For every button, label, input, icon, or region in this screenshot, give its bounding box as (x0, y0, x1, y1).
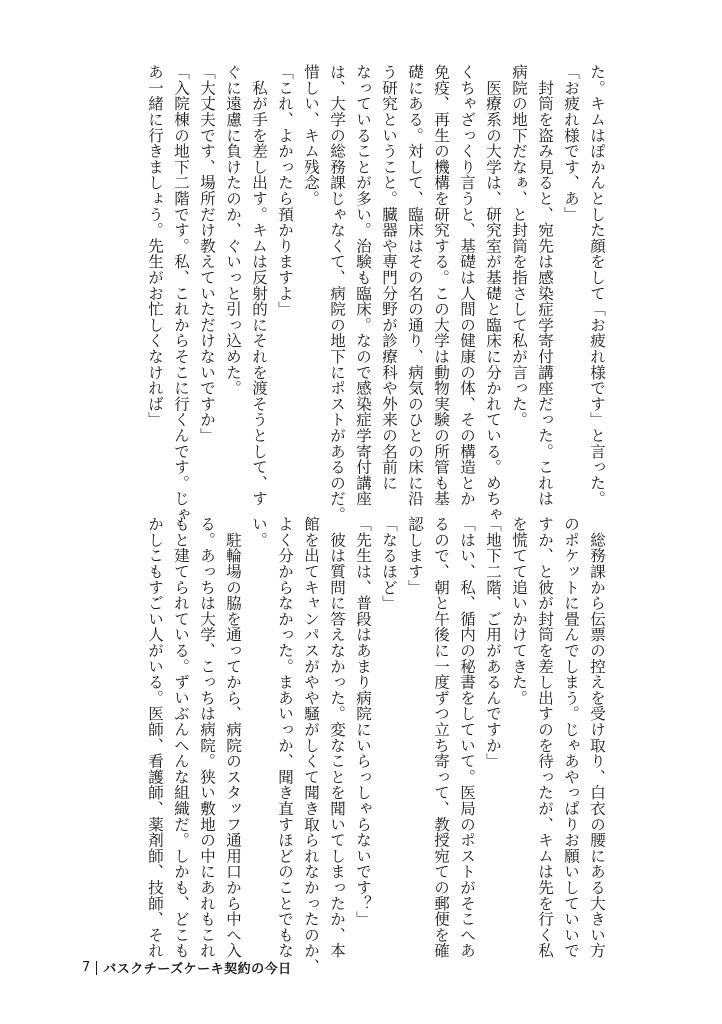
lower-line: 「なるほど」 (380, 516, 398, 611)
upper-line: う研究ということ。臓器や専門分野が診療科や外来の名前に (380, 64, 398, 491)
upper-line: 惜しい、キム残念。 (302, 64, 320, 207)
lower-line: を慌てて追いかけてきた。 (510, 516, 528, 706)
upper-line: なっていることが多い。治験も臨床。なので感染症学寄付講座 (354, 64, 372, 507)
upper-line: あ一緒に行きましょう。先生がお忙しくなければ」 (146, 64, 164, 428)
upper-line: 封筒を盗み見ると、宛先は感染症学寄付講座だった。これは (536, 64, 554, 507)
lower-line: 駐輪場の脇を通ってから、病院のスタッフ通用口から中へ入 (224, 516, 242, 959)
page-footer (82, 958, 292, 977)
upper-line: 「大丈夫です、場所だけ教えていただけないですか」 (198, 64, 216, 444)
upper-line: は、大学の総務課じゃなくて、病院の地下にポストがあるのだ。 (328, 64, 346, 523)
book-title: バスクチーズケーキ契約の今日 (103, 962, 292, 977)
lower-line: 館を出てキャンパスがやや騒がしくて聞き取られなかったのか、 (302, 516, 320, 975)
lower-line: 「地下二階、ご用があるんですか」 (484, 516, 502, 769)
upper-line: 私が手を差し出す。キムは反射的にそれを渡そうとして、す (250, 64, 268, 507)
upper-line: 礎にある。対して、臨床はその名の通り、病気のひとの床に沿 (406, 64, 424, 507)
upper-line: た。キムはぽかんとした顔をして「お疲れ様です」と言った。 (588, 64, 606, 507)
upper-line: 病院の地下だなぁ、と封筒を指さして私が言った。 (510, 64, 528, 428)
lower-line: 認します」 (406, 516, 424, 595)
lower-line: るので、朝と午後に一度ずつ立ち寄って、教授宛ての郵便を確 (432, 516, 450, 959)
upper-line: 「入院棟の地下二階です。私、これからそこに行くんです。じゃ (172, 64, 190, 523)
lower-line: 総務課から伝票の控えを受け取り、白衣の腰にある大きい方 (588, 516, 606, 959)
upper-line: 「お疲れ様です、あ」 (562, 64, 580, 222)
lower-line: 彼は質問に答えなかった。変なことを聞いてしまったか、本 (328, 516, 346, 959)
footer-divider (96, 961, 97, 975)
lower-line: る。あっちは大学、こっちは病院。狭い敷地の中にあれもこれ (198, 516, 216, 959)
page-number: 7 (82, 960, 91, 975)
upper-text-block (105, 64, 610, 523)
lower-line: 「先生は、普段はあまり病院にいらっしゃらないです？」 (354, 516, 372, 927)
lower-line: い。 (250, 516, 268, 548)
lower-line: もと建てられている。ずいぶんへんな組織だ。しかも、どこも (172, 516, 190, 959)
upper-line: くちゃざっくり言うと、基礎は人間の健康の体、その構造とか (458, 64, 476, 507)
upper-line: 「これ、よかったら預かりますよ」 (276, 64, 294, 317)
upper-line: 医療系の大学は、研究室が基礎と臨床に分かれている。めちゃ (484, 64, 502, 523)
lower-line: かしこもすごい人がいる。医師、看護師、薬剤師、技師、それ (146, 516, 164, 959)
lower-line: すか、と彼が封筒を差し出すのを待ったが、キムは先を行く私 (536, 516, 554, 959)
lower-line: 「はい、私、循内の秘書をしていて。医局のポストがそこへあ (458, 516, 476, 959)
lower-line: よく分からなかった。まあいっか、聞き直すほどのことでもな (276, 516, 294, 959)
lower-line: のポケットに畳んでしまう。じゃあやっぱりお願いしていいで (562, 516, 580, 959)
upper-line: 免疫、再生の機構を研究する。この大学は動物実験の所管も基 (432, 64, 450, 507)
upper-line: ぐに遠慮に負けたのか、ぐいっと引っ込めた。 (224, 64, 242, 396)
